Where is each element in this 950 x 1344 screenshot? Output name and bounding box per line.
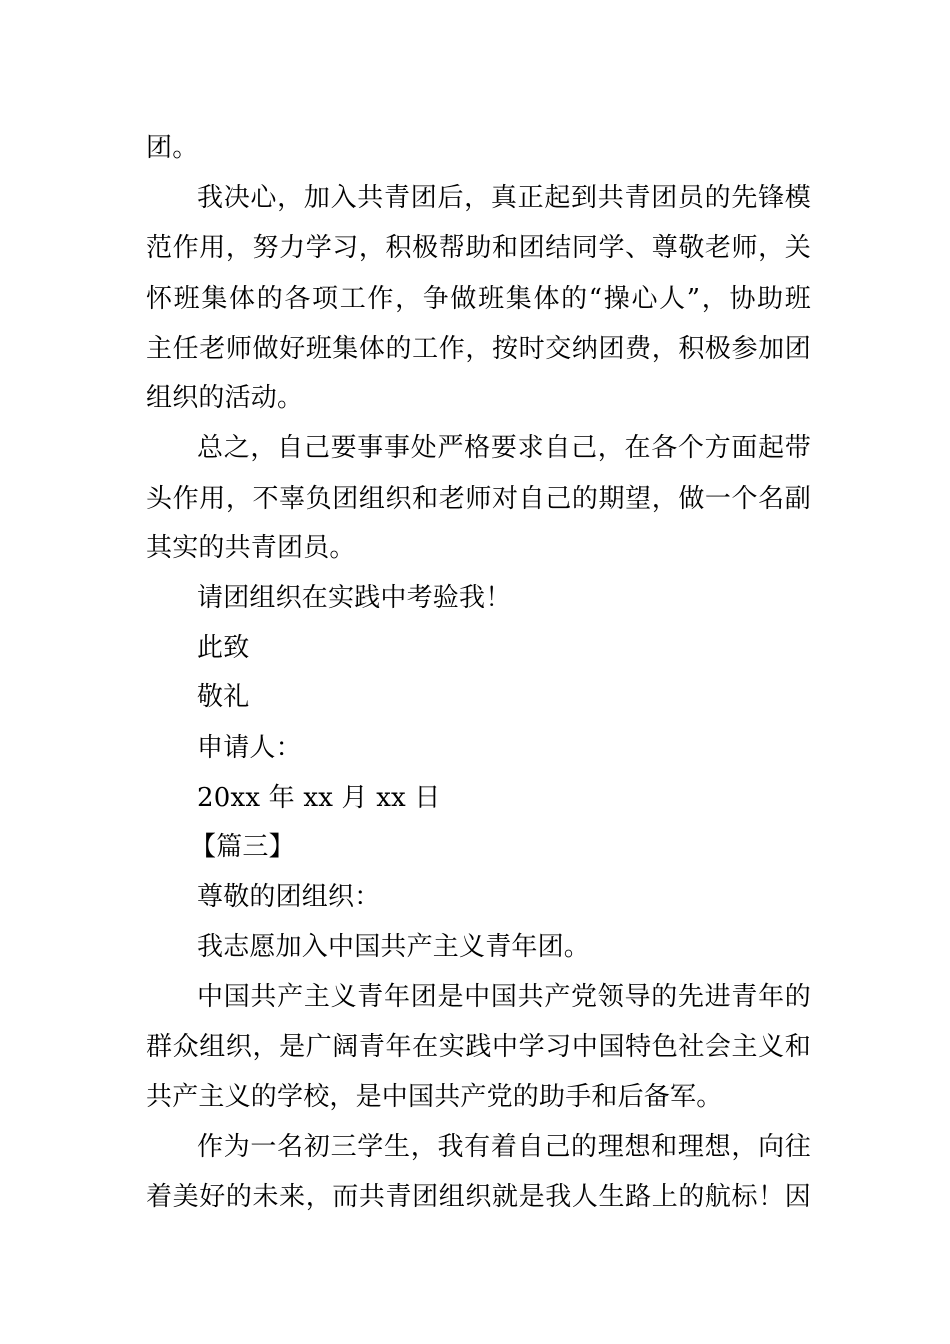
text-line: 我决心，加入共青团后，真正起到共青团员的先锋模	[197, 183, 811, 213]
text-line: 共产主义的学校，是中国共产党的助手和后备军。	[146, 1082, 723, 1112]
text-line: 作为一名初三学生，我有着自己的理想和理想，向往	[197, 1132, 811, 1162]
text-line: 团。	[146, 133, 199, 163]
section-heading: 【篇三】	[190, 832, 295, 862]
text-line: 此致	[197, 633, 250, 663]
text-line: 我志愿加入中国共产主义青年团。	[197, 932, 591, 962]
text-line: 主任老师做好班集体的工作，按时交纳团费，积极参加团	[146, 334, 811, 364]
text-line: 着美好的未来，而共青团组织就是我人生路上的航标！因	[146, 1182, 811, 1212]
text-line: 申请人：	[197, 733, 302, 763]
text-line: 敬礼	[197, 682, 250, 712]
text-line: 中国共产主义青年团是中国共产党领导的先进青年的	[197, 982, 811, 1012]
text-line: 请团组织在实践中考验我！	[197, 583, 512, 613]
date-line: 20xx 年 xx 月 xx 日	[197, 783, 441, 813]
text-line: 群众组织，是广阔青年在实践中学习中国特色社会主义和	[146, 1032, 811, 1062]
text-line: 范作用，努力学习，积极帮助和团结同学、尊敬老师，关	[146, 233, 811, 263]
text-line: 组织的活动。	[146, 383, 304, 413]
text-line: 尊敬的团组织：	[197, 882, 381, 912]
text-line: 总之，自己要事事处严格要求自己，在各个方面起带	[197, 433, 811, 463]
text-line: 怀班集体的各项工作，争做班集体的“操心人”，协助班	[146, 284, 811, 314]
text-line: 其实的共青团员。	[146, 533, 356, 563]
text-line: 头作用，不辜负团组织和老师对自己的期望，做一个名副	[146, 484, 811, 514]
